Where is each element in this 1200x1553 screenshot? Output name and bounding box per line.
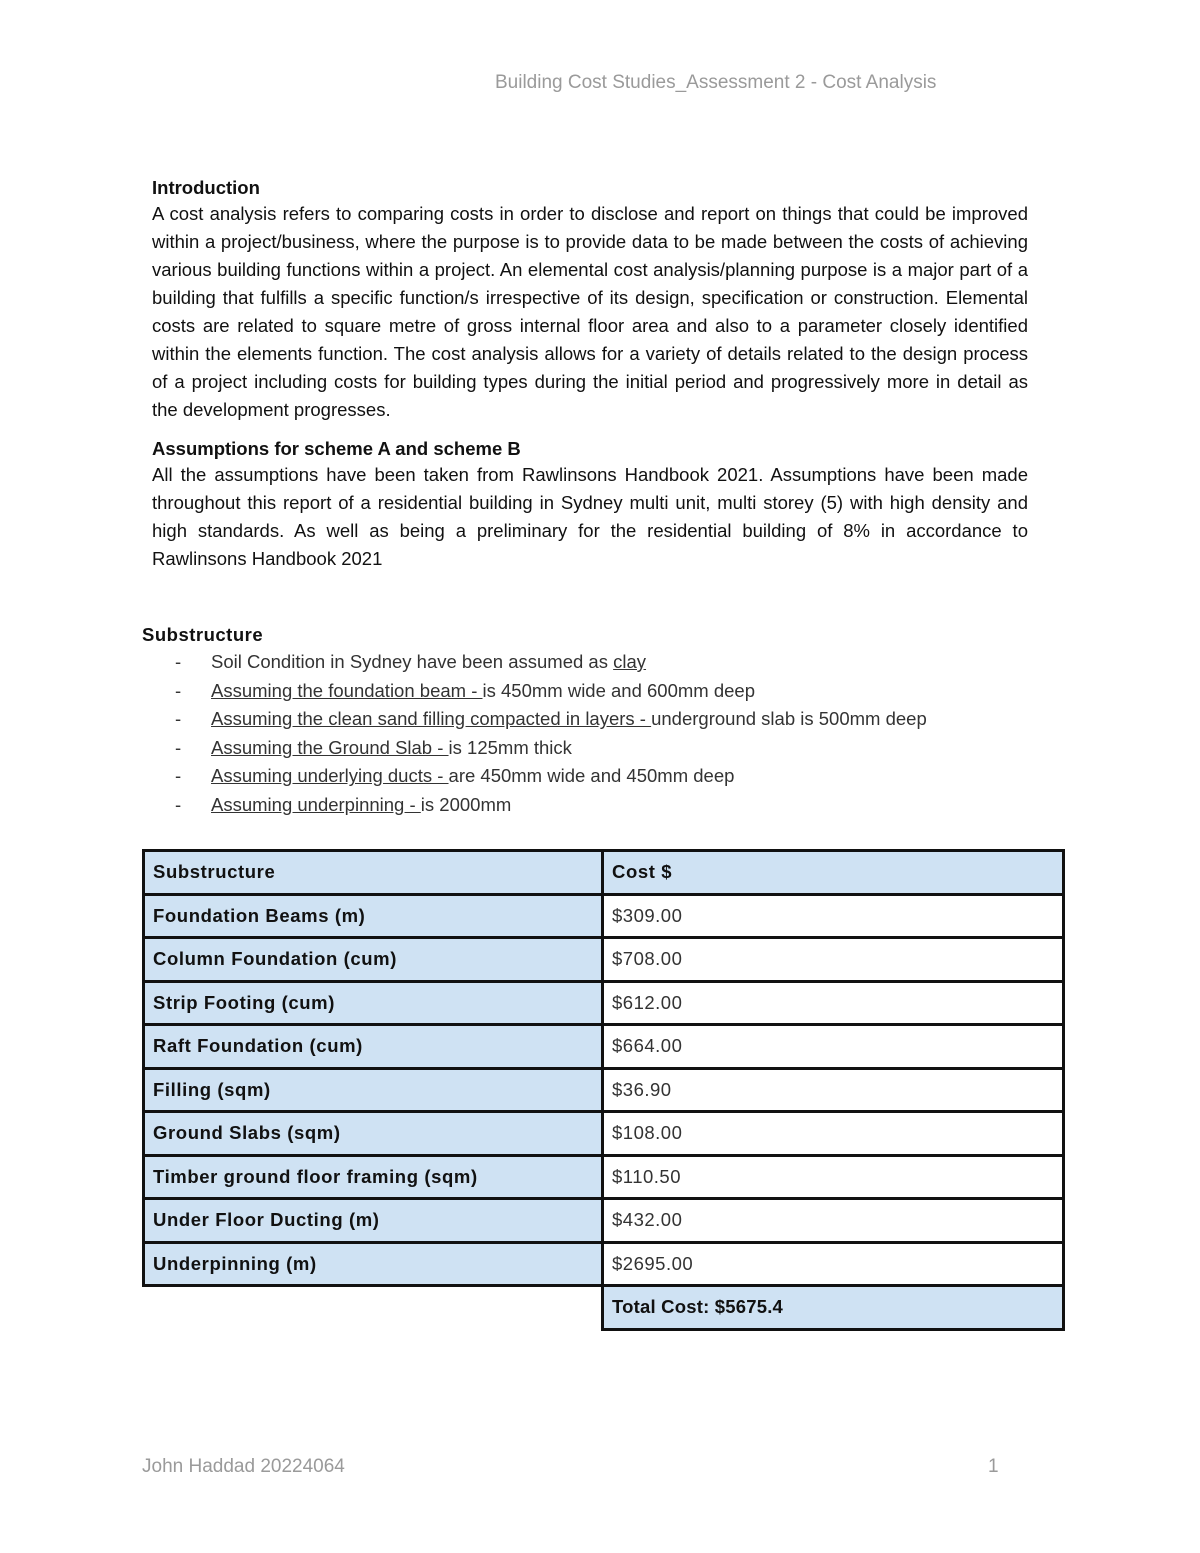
bullet-underlined-text: Assuming underpinning - (211, 793, 421, 815)
bullet-item (142, 791, 1062, 820)
substructure-heading: Substructure (142, 624, 264, 645)
row-item: Under Floor Ducting (m) (144, 1199, 603, 1243)
row-cost: $309.00 (603, 894, 1064, 938)
bullet-item (142, 648, 1062, 677)
row-cost: $432.00 (603, 1199, 1064, 1243)
introduction-heading: Introduction (152, 177, 260, 198)
table-row (144, 938, 1064, 982)
row-cost: $2695.00 (603, 1242, 1064, 1286)
bullet-underlined-text: Assuming underlying ducts - (211, 765, 449, 787)
row-item: Raft Foundation (cum) (144, 1025, 603, 1069)
page-header: Building Cost Studies_Assessment 2 - Cost Analysis (495, 72, 937, 93)
bullet-item (142, 734, 1062, 763)
table-row (144, 981, 1064, 1025)
table-row (144, 894, 1064, 938)
bullet-item (142, 762, 1062, 791)
bullet-dash: - (175, 765, 182, 787)
total-cost: Total Cost: $5675.4 (603, 1286, 1064, 1330)
table-row (144, 1155, 1064, 1199)
row-cost: $36.90 (603, 1068, 1064, 1112)
table-row (144, 1068, 1064, 1112)
bullet-text: Soil Condition in Sydney have been assumed as (211, 651, 614, 672)
bullet-text: are 450mm wide and 450mm deep (448, 765, 735, 787)
table-row (144, 1112, 1064, 1156)
introduction-text: A cost analysis refers to comparing costs in order to disclose and report on things that could be improved within a project/business, where the purpose is to provide data to be made between the costs of achieving various building functions within a project. An elemental cost analysis/planning purpose is a major part of a building that fulfills a specific function/s irrespective of its design, specification or construction. Elemental costs are related to square metre of gross internal floor area and also to a parameter closely identified within the elements function. The cost analysis allows for a variety of details related to the design process of a project including costs for building types during the initial period and progressively more in detail as the development progresses. (152, 203, 1028, 420)
bullet-item (142, 705, 1062, 734)
row-item: Foundation Beams (m) (144, 894, 603, 938)
bullet-dash: - (175, 793, 182, 815)
table-total-row (144, 1286, 1064, 1330)
header-cost: Cost $ (603, 851, 1064, 895)
bullet-text: is 450mm wide and 600mm deep (482, 679, 756, 701)
table-row (144, 1242, 1064, 1286)
assumption-bullet-list (142, 648, 1062, 820)
assumptions-heading: Assumptions for scheme A and scheme B (152, 438, 521, 459)
row-cost: $612.00 (603, 981, 1064, 1025)
row-item: Ground Slabs (sqm) (144, 1112, 603, 1156)
row-item: Underpinning (m) (144, 1242, 603, 1286)
row-item: Filling (sqm) (144, 1068, 603, 1112)
bullet-underlined-text: Assuming the clean sand filling compacted in layers - (211, 708, 652, 730)
row-cost: $708.00 (603, 938, 1064, 982)
row-cost: $664.00 (603, 1025, 1064, 1069)
bullet-dash: - (175, 679, 182, 701)
row-cost: $108.00 (603, 1112, 1064, 1156)
intro-section (152, 176, 1028, 573)
bullet-text: underground slab is 500mm deep (651, 708, 927, 730)
bullet-item (142, 677, 1062, 706)
page-number: 1 (988, 1456, 999, 1477)
table-row (144, 1199, 1064, 1243)
table-row (144, 1025, 1064, 1069)
row-item: Strip Footing (cum) (144, 981, 603, 1025)
row-cost: $110.50 (603, 1155, 1064, 1199)
header-substructure: Substructure (144, 851, 603, 895)
row-item: Column Foundation (cum) (144, 938, 603, 982)
substructure-section (142, 622, 1062, 820)
bullet-underlined-text: clay (613, 651, 647, 672)
bullet-text: is 2000mm (420, 793, 512, 815)
bullet-dash: - (175, 708, 182, 730)
bullet-dash: - (175, 736, 182, 758)
bullet-underlined-text: Assuming the Ground Slab - (211, 736, 449, 758)
substructure-cost-table (142, 849, 1065, 1331)
empty-cell (144, 1286, 603, 1330)
footer-author: John Haddad 20224064 (142, 1456, 345, 1477)
bullet-dash: - (175, 651, 182, 672)
row-item: Timber ground floor framing (sqm) (144, 1155, 603, 1199)
assumptions-text: All the assumptions have been taken from Rawlinsons Handbook 2021. Assumptions have been made throughout this report of a residential building in Sydney multi unit, multi storey (5) with high density and high standards. As well as being a preliminary for the residential building of 8% in accordance to Rawlinsons Handbook 2021 (152, 464, 1028, 569)
bullet-underlined-text: Assuming the foundation beam - (211, 679, 483, 701)
bullet-text: is 125mm thick (448, 736, 572, 758)
table-header-row (144, 851, 1064, 895)
